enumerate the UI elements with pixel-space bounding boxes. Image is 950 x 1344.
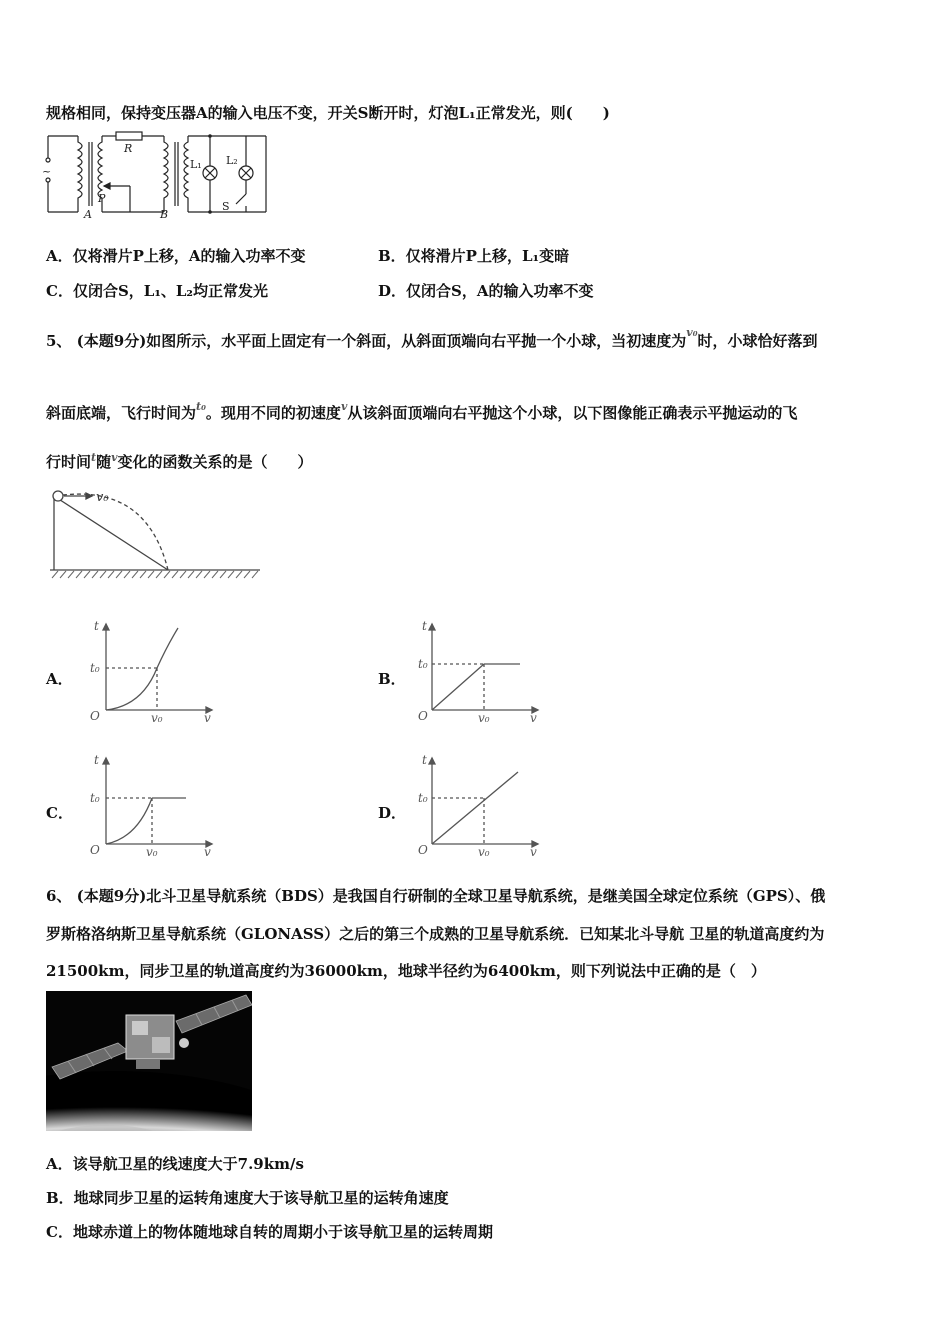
q4-option-d[interactable]: D．仅闭合S，A的输入功率不变 [378,282,594,300]
label-R: R [124,142,133,155]
q6-option-b[interactable]: B．地球同步卫星的运转角速度大于该导航卫星的运转角速度 [46,1189,449,1207]
label-L2: L₂ [226,154,238,167]
q5-line3b: 随 [96,453,112,471]
q6-stem-line2: 罗斯格洛纳斯卫星导航系统（GLONASS）之后的第三个成熟的卫星导航系统．已知某北斗导航 卫星的轨道高度约为 [46,925,825,943]
q6-stem-line3: 21500km，同步卫星的轨道高度约为36000km，地球半径约为6400km，则下列说法中正确的是（ ） [46,962,766,980]
q4-option-b[interactable]: B．仅将滑片P上移，L₁变暗 [378,247,570,265]
graph-d-v: v [530,845,537,859]
graph-b[interactable] [408,616,548,726]
q4-option-c[interactable]: C．仅闭合S，L₁、L₂均正常发光 [46,282,269,300]
graph-b-v: v [530,711,537,725]
label-P: P [98,192,106,205]
graph-d-t0: t₀ [418,791,428,805]
label-S: S [222,200,230,213]
graph-c-t: t [94,753,99,767]
q5-symbol-v0: v₀ [686,326,698,339]
transformer-circuit-diagram [40,128,270,220]
q5-symbol-t0: t₀ [196,400,206,413]
q5-line3a: 行时间 [46,453,92,471]
graph-b-t0: t₀ [418,657,428,671]
q6-option-a[interactable]: A．该导航卫星的线速度大于7.9km/s [46,1155,304,1173]
q4-option-a[interactable]: A．仅将滑片P上移，A的输入功率不变 [46,247,306,265]
q5-line2a: 斜面底端，飞行时间为 [46,404,197,422]
incline-v0-label: v₀ [96,490,109,505]
graph-a-v: v [204,711,211,725]
graph-d-t: t [422,753,427,767]
label-B: B [160,208,169,220]
graph-c[interactable] [82,750,222,860]
graph-c-t0: t₀ [90,791,100,805]
q5-option-d-letter[interactable]: D． [378,804,407,822]
graph-b-v0: v₀ [478,711,490,725]
graph-a-origin: O [90,709,100,723]
q6-option-c[interactable]: C．地球赤道上的物体随地球自转的周期小于该导航卫星的运转周期 [46,1223,493,1241]
label-L1: L₁ [190,158,202,171]
q6-stem-line1: 6、 (本题9分)北斗卫星导航系统（BDS）是我国自行研制的全球卫星导航系统，是继美国全球定位系统（GPS）、俄 [46,887,826,905]
graph-a-t: t [94,619,99,633]
satellite-photo [46,991,252,1131]
q5-symbol-t: t [91,451,97,464]
q5-option-a-letter[interactable]: A． [46,670,73,688]
graph-d-origin: O [418,843,428,857]
q5-symbol-v: v [340,400,348,413]
q5-stem-line2 [46,400,797,423]
graph-c-v0: v₀ [146,845,158,859]
graph-a-v0: v₀ [151,711,163,725]
q5-line2c: 从该斜面顶端向右平抛这个小球，以下图像能正确表示平抛运动的飞 [347,404,798,422]
q5-stem-line3 [46,451,313,472]
q5-line1-text: 5、 (本题9分)如图所示，水平面上固定有一个斜面，从斜面顶端向右平抛一个小球，当初速度为 [46,332,687,350]
label-A: A [84,208,92,220]
graph-a[interactable] [82,616,222,726]
q5-line3c: 变化的函数关系的是（ ） [117,453,313,471]
q5-line2b: 。现用不同的初速度 [205,404,341,422]
label-source: ~ [42,165,52,178]
q5-option-c-letter[interactable]: C． [46,804,73,822]
graph-d-v0: v₀ [478,845,490,859]
q5-line1-end: 时，小球恰好落到 [697,332,818,350]
graph-c-origin: O [90,843,100,857]
q5-stem-line1 [46,326,818,351]
graph-b-t: t [422,619,427,633]
q4-stem-tail: 规格相同，保持变压器A的输入电压不变，开关S断开时，灯泡L₁正常发光，则( ) [46,104,610,122]
q5-option-b-letter[interactable]: B． [378,670,406,688]
graph-b-origin: O [418,709,428,723]
incline-figure [46,486,266,582]
graph-a-t0: t₀ [90,661,100,675]
graph-c-v: v [204,845,211,859]
q5-symbol-v2: v [111,451,118,464]
graph-d[interactable] [408,750,548,860]
